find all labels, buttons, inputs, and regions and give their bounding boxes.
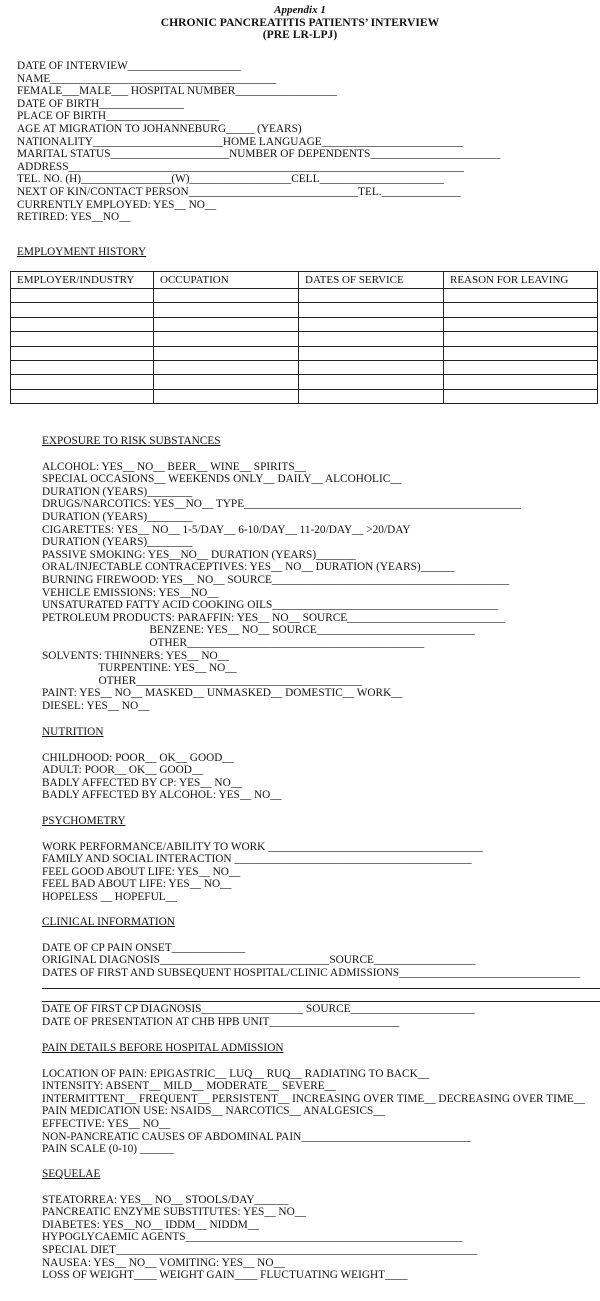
sequelae-field-line: PANCREATIC ENZYME SUBSTITUTES: YES__ NO__: [42, 1206, 307, 1219]
form-field-line: NAME________________________________________: [17, 72, 277, 85]
pain-section: [42, 1042, 600, 1156]
risk-field-line: ORAL/INJECTABLE CONTRACEPTIVES: YES__ NO__ DURATION (YEARS)______: [42, 561, 455, 574]
table-cell: [11, 360, 154, 374]
pain-heading: PAIN DETAILS BEFORE HOSPITAL ADMISSION: [42, 1042, 284, 1054]
form-field-line: PLACE OF BIRTH____________________: [17, 110, 220, 123]
table-cell: [11, 289, 154, 303]
clinical-heading: CLINICAL INFORMATION: [42, 916, 175, 928]
table-row: [11, 303, 598, 317]
form-field-line: AGE AT MIGRATION TO JOHANNEBURG_____ (YEARS): [17, 122, 302, 135]
table-cell: [299, 346, 444, 360]
risk-field-line: DIESEL: YES__ NO__: [42, 699, 150, 712]
employment-table: [10, 271, 598, 404]
clinical-field-line: DATE OF FIRST CP DIAGNOSIS__________________ SOURCE______________________: [42, 1003, 475, 1016]
psychometry-field-line: FEEL GOOD ABOUT LIFE: YES__ NO__: [42, 865, 241, 878]
pain-field-line: NON-PANCREATIC CAUSES OF ABDOMINAL PAIN______________________________: [42, 1130, 471, 1143]
table-cell: [154, 375, 299, 389]
table-cell: [299, 389, 444, 403]
risk-field-line: VEHICLE EMISSIONS: YES__NO__: [42, 586, 219, 599]
table-cell: [11, 317, 154, 331]
personal-details: [17, 60, 597, 224]
table-row: [11, 389, 598, 403]
risk-section: [42, 435, 598, 712]
psychometry-heading: PSYCHOMETRY: [42, 815, 126, 827]
form-title: CHRONIC PANCREATITIS PATIENTS’ INTERVIEW: [160, 15, 440, 29]
table-cell: [11, 303, 154, 317]
column-header: EMPLOYER/INDUSTRY: [11, 272, 154, 289]
risk-field-line: PETROLEUM PRODUCTS: PARAFFIN: YES__ NO__ SOURCE____________________________: [42, 611, 506, 624]
sequelae-heading: SEQUELAE: [42, 1168, 101, 1180]
table-cell: [154, 289, 299, 303]
table-cell: [444, 389, 598, 403]
table-cell: [299, 332, 444, 346]
table-row: [11, 317, 598, 331]
psychometry-field-line: FEEL BAD ABOUT LIFE: YES__ NO__: [42, 878, 232, 891]
admissions-blank-line: [42, 989, 600, 1002]
risk-field-line: OTHER________________________________________: [42, 674, 363, 687]
table-cell: [444, 303, 598, 317]
column-header: OCCUPATION: [154, 272, 299, 289]
psychometry-section: [42, 815, 598, 904]
risk-field-line: TURPENTINE: YES__ NO__: [42, 662, 237, 675]
sequelae-field-line: NAUSEA: YES__ NO__ VOMITING: YES__ NO__: [42, 1256, 285, 1269]
table-cell: [154, 303, 299, 317]
table-cell: [299, 317, 444, 331]
employment-table-header: [11, 272, 598, 289]
risk-field-line: DURATION (YEARS)________: [42, 510, 193, 523]
column-header: REASON FOR LEAVING: [444, 272, 598, 289]
form-field-line: MARITAL STATUS_____________________NUMBER OF DEPENDENTS_______________________: [17, 148, 501, 161]
pain-field-line: INTENSITY: ABSENT__ MILD__ MODERATE__ SEVERE__: [42, 1080, 336, 1093]
sequelae-field-line: SPECIAL DIET________________________________________________________________: [42, 1243, 478, 1256]
form-field-line: CURRENTLY EMPLOYED: YES__ NO__: [17, 198, 217, 211]
form-field-line: DATE OF INTERVIEW____________________: [17, 60, 241, 72]
admissions-blank-line: [42, 979, 600, 989]
risk-field-line: ALCOHOL: YES__ NO__ BEER__ WINE__ SPIRITS__: [42, 460, 306, 473]
sequelae-field-line: HYPOGLYCAEMIC AGENTS_________________________________________________: [42, 1231, 463, 1244]
form-subtitle: (PRE LR-LPJ): [262, 28, 338, 42]
form-field-line: NEXT OF KIN/CONTACT PERSON______________________________TEL.______________: [17, 185, 461, 198]
clinical-section: [42, 916, 600, 1029]
table-cell: [299, 375, 444, 389]
table-row: [11, 346, 598, 360]
psychometry-field-line: WORK PERFORMANCE/ABILITY TO WORK ______________________________________: [42, 840, 483, 853]
nutrition-field-line: ADULT: POOR__ OK__ GOOD__: [42, 764, 204, 777]
table-cell: [444, 289, 598, 303]
psychometry-field-line: HOPELESS __ HOPEFUL__: [42, 890, 177, 903]
table-cell: [154, 332, 299, 346]
clinical-field-line: DATES OF FIRST AND SUBSEQUENT HOSPITAL/CLINIC ADMISSIONS________________________________: [42, 966, 580, 979]
form-field-line: ADDRESS______________________________________________________________________: [17, 160, 464, 173]
clinical-field-line: ORIGINAL DIAGNOSIS______________________________SOURCE__________________: [42, 954, 476, 967]
sequelae-section: [42, 1168, 598, 1282]
clinical-field-line: DATE OF CP PAIN ONSET_____________: [42, 941, 246, 954]
pain-field-line: PAIN SCALE (0-10) ______: [42, 1143, 174, 1156]
table-cell: [154, 360, 299, 374]
table-cell: [11, 375, 154, 389]
table-cell: [299, 303, 444, 317]
pain-field-line: INTERMITTENT__ FREQUENT__ PERSISTENT__ INCREASING OVER TIME__ DECREASING OVER TIME__: [42, 1092, 586, 1105]
table-cell: [11, 389, 154, 403]
table-cell: [444, 360, 598, 374]
nutrition-field-line: BADLY AFFECTED BY ALCOHOL: YES__ NO__: [42, 789, 282, 802]
table-cell: [11, 346, 154, 360]
table-cell: [11, 332, 154, 346]
table-row: [11, 332, 598, 346]
table-cell: [444, 346, 598, 360]
form-field-line: TEL. NO. (H)________________(W)__________________CELL______________________: [17, 173, 444, 186]
nutrition-field-line: BADLY AFFECTED BY CP: YES__ NO__: [42, 776, 243, 789]
risk-field-line: CIGARETTES: YES__ NO__ 1-5/DAY__ 6-10/DAY__ 11-20/DAY__ >20/DAY: [42, 523, 411, 536]
sequelae-field-line: LOSS OF WEIGHT____ WEIGHT GAIN____ FLUCTUATING WEIGHT____: [42, 1269, 408, 1282]
risk-field-line: SPECIAL OCCASIONS__ WEEKENDS ONLY__ DAILY__ ALCOHOLIC__: [42, 473, 402, 486]
nutrition-section: [42, 726, 598, 802]
table-row: [11, 360, 598, 374]
risk-field-line: PASSIVE SMOKING: YES__NO__ DURATION (YEARS)_______: [42, 548, 356, 561]
risk-field-line: DRUGS/NARCOTICS: YES__NO__ TYPE_________________________________________________: [42, 498, 521, 511]
table-cell: [444, 332, 598, 346]
table-row: [11, 289, 598, 303]
form-header: [0, 4, 600, 42]
employment-heading: EMPLOYMENT HISTORY: [17, 246, 147, 258]
form-field-line: FEMALE___MALE___ HOSPITAL NUMBER__________________: [17, 85, 338, 98]
risk-field-line: OTHER__________________________________________: [42, 636, 425, 649]
table-row: [11, 375, 598, 389]
risk-field-line: BENZENE: YES__ NO__ SOURCE____________________________: [42, 624, 475, 637]
psychometry-field-line: FAMILY AND SOCIAL INTERACTION __________________________________________: [42, 853, 472, 866]
form-field-line: DATE OF BIRTH_______________: [17, 97, 184, 110]
column-header: DATES OF SERVICE: [299, 272, 444, 289]
clinical-field-line: DATE OF PRESENTATION AT CHB HPB UNIT_______________________: [42, 1015, 400, 1028]
risk-field-line: DURATION (YEARS)________: [42, 536, 193, 549]
table-cell: [154, 346, 299, 360]
risk-field-line: PAINT: YES__ NO__ MASKED__ UNMASKED__ DOMESTIC__ WORK__: [42, 687, 403, 700]
pain-field-line: EFFECTIVE: YES__ NO__: [42, 1117, 171, 1130]
risk-heading: EXPOSURE TO RISK SUBSTANCES: [42, 435, 221, 447]
sequelae-field-line: DIABETES: YES__NO__ IDDM__ NIDDM__: [42, 1218, 260, 1231]
nutrition-heading: NUTRITION: [42, 726, 104, 738]
table-cell: [444, 317, 598, 331]
risk-field-line: DURATION (YEARS)________: [42, 485, 193, 498]
pain-field-line: PAIN MEDICATION USE: NSAIDS__ NARCOTICS__ ANALGESICS__: [42, 1105, 385, 1118]
sequelae-field-line: STEATORREA: YES__ NO__ STOOLS/DAY______: [42, 1193, 289, 1206]
appendix-label: Appendix 1: [274, 4, 326, 16]
form-field-line: NATIONALITY_______________________HOME LANGUAGE_________________________: [17, 135, 463, 148]
table-cell: [299, 289, 444, 303]
table-cell: [444, 375, 598, 389]
risk-field-line: UNSATURATED FATTY ACID COOKING OILS________________________________________: [42, 599, 499, 612]
form-field-line: RETIRED: YES__NO__: [17, 211, 131, 224]
risk-field-line: BURNING FIREWOOD: YES__ NO__ SOURCE__________________________________________: [42, 573, 510, 586]
table-cell: [154, 317, 299, 331]
risk-field-line: SOLVENTS: THINNERS: YES__ NO__: [42, 649, 229, 662]
pain-field-line: LOCATION OF PAIN: EPIGASTRIC__ LUQ__ RUQ__ RADIATING TO BACK__: [42, 1067, 430, 1080]
table-cell: [154, 389, 299, 403]
nutrition-field-line: CHILDHOOD: POOR__ OK__ GOOD__: [42, 751, 234, 764]
table-cell: [299, 360, 444, 374]
